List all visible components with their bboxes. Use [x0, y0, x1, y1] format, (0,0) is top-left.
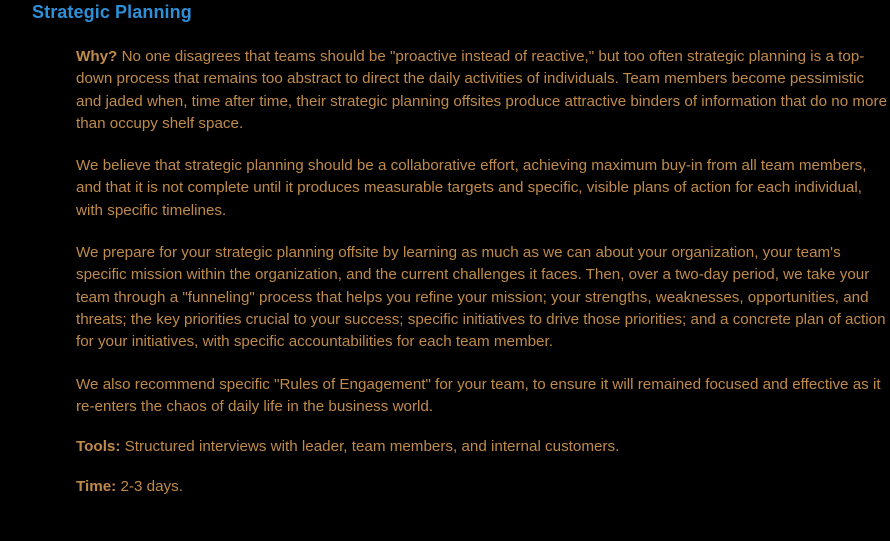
paragraph-lead: Tools:: [76, 438, 121, 456]
paragraph-text: We believe that strategic planning should be a collaborative effort, achieving maximum buy-in from all team members, and that it is not complete until it produces measurable targets and specific, visible plans of action for each individual, with specific timelines.: [76, 157, 867, 219]
paragraph-text: Structured interviews with leader, team members, and internal customers.: [120, 438, 620, 456]
paragraph-text: No one disagrees that teams should be "proactive instead of reactive," but too often strategic planning is a top-down process that remains too abstract to direct the daily activities of individuals. Team members become pessimistic and jaded when, time after time, their strategic planning offsites produce attractive binders of information that do no more than occupy shelf space.: [76, 48, 888, 132]
page-title: Strategic Planning: [32, 2, 192, 22]
document-body: [76, 46, 890, 499]
paragraph-time: [76, 476, 890, 498]
paragraph-lead: Time:: [76, 478, 117, 496]
paragraph-why: [76, 46, 890, 135]
paragraph-belief: [76, 155, 890, 222]
paragraph-text: We also recommend specific "Rules of Engagement" for your team, to ensure it will remained focused and effective as it re-enters the chaos of daily life in the business world.: [76, 375, 881, 415]
paragraph-tools: [76, 436, 890, 458]
paragraph-rules: [76, 374, 890, 419]
paragraph-text: 2-3 days.: [116, 478, 183, 496]
paragraph-text: We prepare for your strategic planning offsite by learning as much as we can about your organization, your team's specific mission within the organization, and the current challenges it faces. Then, over a two-day period, we take your team through a "funneling" process that helps you refine your mission; your strengths, weaknesses, opportunities, and threats; the key priorities crucial to your success; specific initiatives to drive those priorities; and a concrete plan of action for your initiatives, with specific accountabilities for each team member.: [76, 244, 886, 351]
paragraph-process: [76, 242, 890, 353]
paragraph-lead: Why?: [76, 48, 118, 65]
